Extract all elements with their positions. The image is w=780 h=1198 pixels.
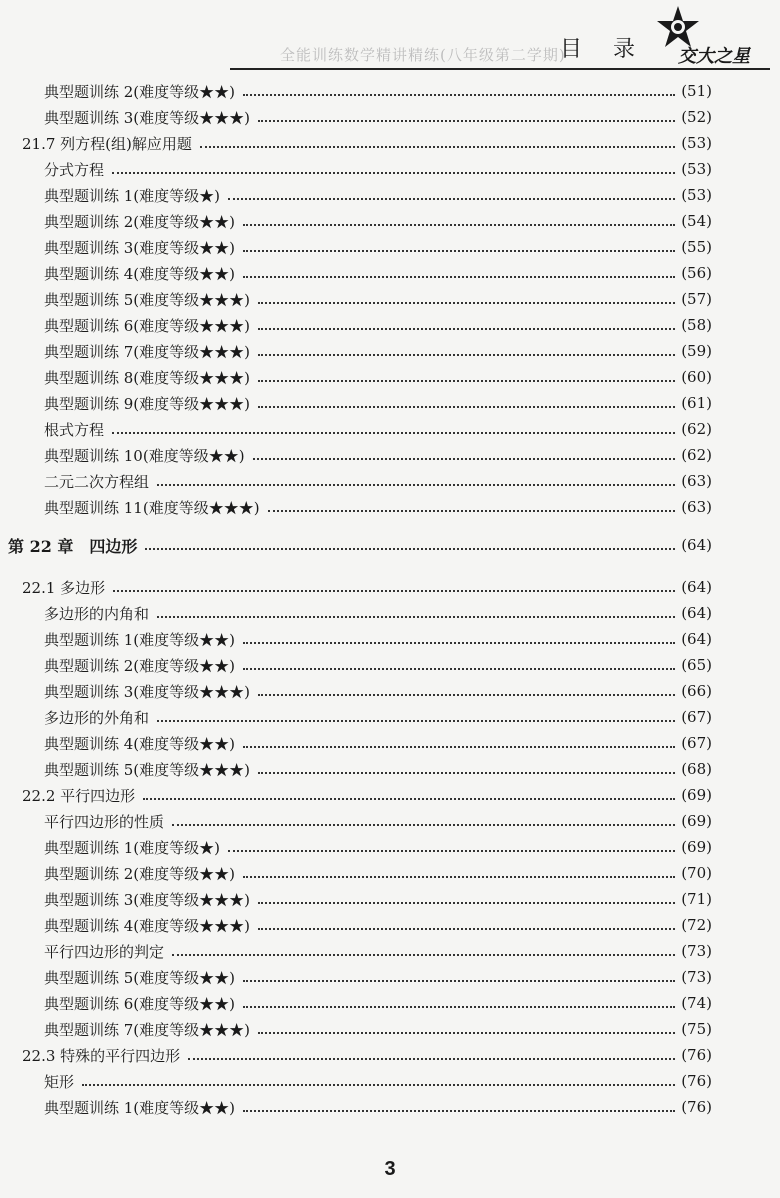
toc-entry — [44, 106, 712, 128]
entry-title: 根式方程 — [44, 420, 105, 439]
toc-entry — [44, 810, 712, 832]
toc-entry — [44, 470, 712, 492]
toc-entry — [44, 862, 712, 884]
entry-title: 典型题训练 8(难度等级★★★) — [44, 368, 251, 387]
entry-title: 典型题训练 11(难度等级★★★) — [44, 498, 260, 517]
entry-page: (74) — [681, 994, 712, 1012]
toc-entry — [44, 1096, 712, 1118]
entry-title: 典型题训练 5(难度等级★★★) — [44, 290, 251, 309]
entry-title: 典型题训练 7(难度等级★★★) — [44, 342, 251, 361]
entry-page: (61) — [681, 394, 712, 412]
toc-entry — [44, 966, 712, 988]
entry-title: 22.2 平行四边形 — [22, 786, 136, 805]
dot-leader — [258, 1032, 675, 1034]
entry-title: 多边形的内角和 — [44, 604, 150, 623]
dot-leader — [258, 380, 675, 382]
page-header — [230, 18, 770, 70]
entry-page: (59) — [681, 342, 712, 360]
entry-title: 典型题训练 3(难度等级★★★) — [44, 890, 251, 909]
entry-title: 典型题训练 5(难度等级★★) — [44, 968, 236, 987]
entry-page: (72) — [681, 916, 712, 934]
section-entry — [22, 132, 712, 154]
section-entry — [22, 784, 712, 806]
entry-title: 典型题训练 1(难度等级★★) — [44, 1098, 236, 1117]
entry-page: (69) — [681, 812, 712, 830]
entry-title: 典型题训练 4(难度等级★★★) — [44, 916, 251, 935]
dot-leader — [145, 548, 675, 550]
entry-title: 典型题训练 7(难度等级★★★) — [44, 1020, 251, 1039]
toc-entry — [44, 210, 712, 232]
dot-leader — [258, 694, 675, 696]
toc-entry — [44, 366, 712, 388]
dot-leader — [188, 1058, 675, 1060]
dot-leader — [268, 510, 676, 512]
entry-page: (62) — [681, 420, 712, 438]
toc-entry — [44, 236, 712, 258]
toc-entry — [44, 1018, 712, 1040]
page-title: 目 录 — [560, 37, 647, 62]
entry-page: (56) — [681, 264, 712, 282]
chapter-entry — [8, 534, 712, 556]
entry-page: (76) — [681, 1098, 712, 1116]
dot-leader — [243, 746, 675, 748]
entry-page: (64) — [681, 578, 712, 596]
entry-page: (73) — [681, 968, 712, 986]
brand-name: 交大之星 — [678, 46, 750, 67]
dot-leader — [243, 642, 675, 644]
toc-entry — [44, 706, 712, 728]
entry-title: 第 22 章 四边形 — [8, 536, 138, 556]
dot-leader — [258, 928, 675, 930]
dot-leader — [258, 120, 675, 122]
section-entry — [22, 1044, 712, 1066]
entry-title: 平行四边形的判定 — [44, 942, 165, 961]
entry-page: (69) — [681, 786, 712, 804]
toc-entry — [44, 888, 712, 910]
toc-entry — [44, 940, 712, 962]
page-number: 3 — [384, 1158, 396, 1180]
entry-title: 典型题训练 3(难度等级★★★) — [44, 682, 251, 701]
toc-entry — [44, 340, 712, 362]
dot-leader — [243, 1110, 675, 1112]
toc-entry — [44, 680, 712, 702]
toc-entry — [44, 444, 712, 466]
entry-title: 典型题训练 10(难度等级★★) — [44, 446, 245, 465]
toc-entry — [44, 496, 712, 518]
dot-leader — [200, 146, 675, 148]
dot-leader — [157, 484, 675, 486]
toc-entry — [44, 758, 712, 780]
entry-page: (70) — [681, 864, 712, 882]
entry-title: 典型题训练 1(难度等级★) — [44, 838, 221, 857]
dot-leader — [243, 224, 675, 226]
entry-title: 典型题训练 6(难度等级★★★) — [44, 316, 251, 335]
entry-page: (64) — [681, 536, 712, 554]
dot-leader — [243, 980, 675, 982]
entry-page: (68) — [681, 760, 712, 778]
toc-entry — [44, 158, 712, 180]
entry-page: (53) — [681, 160, 712, 178]
toc-entry — [44, 80, 712, 102]
dot-leader — [243, 876, 675, 878]
toc-entry — [44, 602, 712, 624]
entry-title: 多边形的外角和 — [44, 708, 150, 727]
dot-leader — [243, 668, 675, 670]
entry-page: (76) — [681, 1046, 712, 1064]
dot-leader — [243, 250, 675, 252]
header-rule — [230, 68, 770, 70]
toc-entry — [44, 392, 712, 414]
entry-title: 分式方程 — [44, 160, 105, 179]
entry-page: (66) — [681, 682, 712, 700]
toc-entry — [44, 418, 712, 440]
entry-page: (67) — [681, 708, 712, 726]
entry-title: 典型题训练 2(难度等级★★) — [44, 656, 236, 675]
entry-title: 典型题训练 5(难度等级★★★) — [44, 760, 251, 779]
toc-entry — [44, 184, 712, 206]
entry-title: 典型题训练 2(难度等级★★) — [44, 212, 236, 231]
dot-leader — [112, 432, 675, 434]
entry-title: 二元二次方程组 — [44, 472, 150, 491]
dot-leader — [157, 616, 675, 618]
entry-page: (76) — [681, 1072, 712, 1090]
header-bleed-through-text: 全能训练数学精讲精练(八年级第二学期) — [280, 46, 566, 64]
entry-page: (71) — [681, 890, 712, 908]
entry-title: 典型题训练 6(难度等级★★) — [44, 994, 236, 1013]
entry-page: (60) — [681, 368, 712, 386]
entry-page: (67) — [681, 734, 712, 752]
entry-title: 典型题训练 1(难度等级★★) — [44, 630, 236, 649]
toc-entry — [44, 914, 712, 936]
entry-title: 典型题训练 2(难度等级★★) — [44, 864, 236, 883]
entry-page: (64) — [681, 604, 712, 622]
dot-leader — [258, 328, 675, 330]
toc-entry — [44, 992, 712, 1014]
entry-page: (63) — [681, 498, 712, 516]
entry-page: (73) — [681, 942, 712, 960]
entry-page: (75) — [681, 1020, 712, 1038]
dot-leader — [82, 1084, 675, 1086]
entry-title: 典型题训练 2(难度等级★★) — [44, 82, 236, 101]
dot-leader — [228, 850, 675, 852]
dot-leader — [243, 94, 675, 96]
toc-entry — [44, 628, 712, 650]
toc-entry — [44, 836, 712, 858]
entry-page: (58) — [681, 316, 712, 334]
toc-entry — [44, 314, 712, 336]
dot-leader — [172, 824, 675, 826]
dot-leader — [258, 772, 675, 774]
entry-page: (65) — [681, 656, 712, 674]
entry-title: 典型题训练 3(难度等级★★★) — [44, 108, 251, 127]
entry-title: 平行四边形的性质 — [44, 812, 165, 831]
dot-leader — [258, 302, 675, 304]
dot-leader — [112, 172, 675, 174]
entry-page: (69) — [681, 838, 712, 856]
entry-title: 典型题训练 3(难度等级★★) — [44, 238, 236, 257]
entry-page: (53) — [681, 186, 712, 204]
dot-leader — [228, 198, 675, 200]
entry-title: 22.3 特殊的平行四边形 — [22, 1046, 181, 1065]
entry-page: (64) — [681, 630, 712, 648]
entry-title: 典型题训练 4(难度等级★★) — [44, 734, 236, 753]
entry-page: (53) — [681, 134, 712, 152]
entry-page: (55) — [681, 238, 712, 256]
entry-page: (52) — [681, 108, 712, 126]
entry-title: 22.1 多边形 — [22, 578, 106, 597]
toc-entry — [44, 1070, 712, 1092]
dot-leader — [243, 276, 675, 278]
section-entry — [22, 576, 712, 598]
toc-entry — [44, 288, 712, 310]
dot-leader — [243, 1006, 675, 1008]
dot-leader — [157, 720, 675, 722]
dot-leader — [253, 458, 676, 460]
entry-page: (54) — [681, 212, 712, 230]
dot-leader — [113, 590, 675, 592]
entry-page: (51) — [681, 82, 712, 100]
toc-entry — [44, 654, 712, 676]
entry-title: 典型题训练 4(难度等级★★) — [44, 264, 236, 283]
entry-title: 21.7 列方程(组)解应用题 — [22, 134, 192, 153]
dot-leader — [143, 798, 675, 800]
dot-leader — [258, 406, 675, 408]
dot-leader — [258, 354, 675, 356]
entry-page: (62) — [681, 446, 712, 464]
dot-leader — [258, 902, 675, 904]
dot-leader — [172, 954, 675, 956]
entry-title: 典型题训练 9(难度等级★★★) — [44, 394, 251, 413]
entry-title: 典型题训练 1(难度等级★) — [44, 186, 221, 205]
entry-page: (57) — [681, 290, 712, 308]
entry-title: 矩形 — [44, 1072, 75, 1091]
toc-entry — [44, 262, 712, 284]
toc-entry — [44, 732, 712, 754]
entry-page: (63) — [681, 472, 712, 490]
